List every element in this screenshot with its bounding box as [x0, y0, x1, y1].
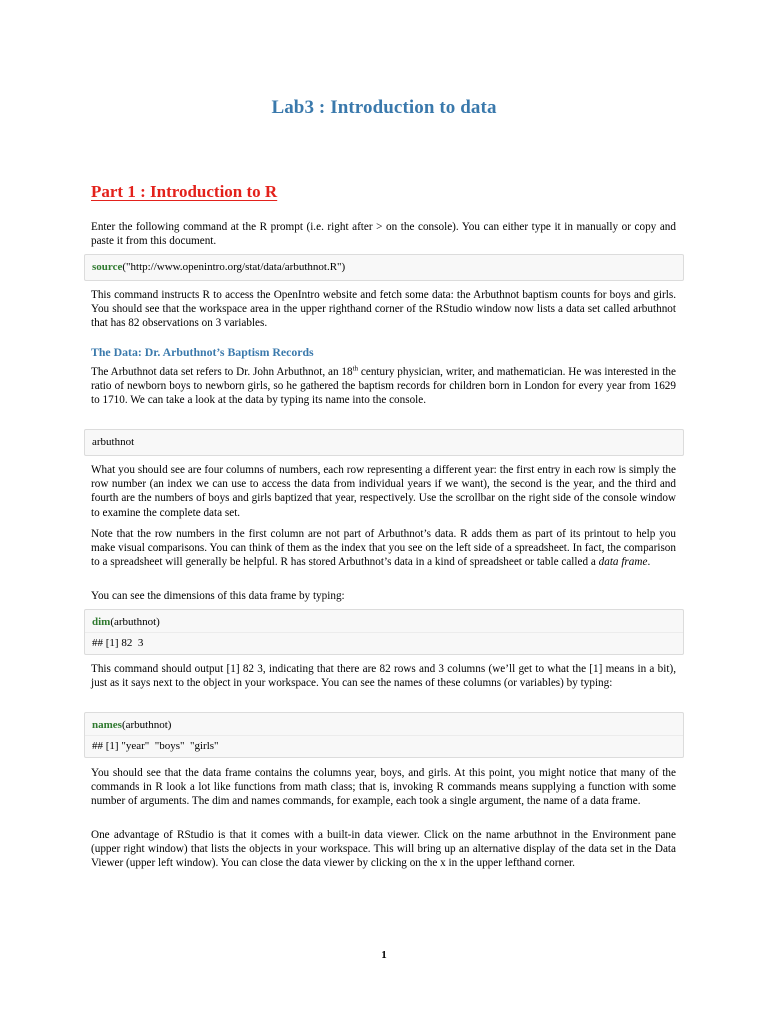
- code-keyword-dim: dim: [92, 616, 111, 628]
- paragraph-columns: What you should see are four columns of numbers, each row representing a different year: the first entry in each row is simply the row number (an index we can use to access the data from individual years if we want), the second is the year, and the third and fourth are the numbers of boys and girls baptized that year, respectively. Use the scrollbar on the right side of the console window to examine the complete data set.: [91, 464, 676, 519]
- paragraph-rownumbers: [91, 527, 676, 570]
- code-block-arbuthnot[interactable]: [84, 429, 684, 456]
- code-output-dim: ## [1] 82 3: [92, 637, 144, 649]
- code-line-arbuthnot: arbuthnot: [92, 436, 135, 448]
- code-output-names: ## [1] "year" "boys" "girls": [92, 740, 219, 752]
- paragraph-arbuthnot-part1: The Arbuthnot data set refers to Dr. John Arbuthnot, an 18: [91, 366, 353, 378]
- code-keyword-source: source: [92, 261, 123, 273]
- code-args-names: (arbuthnot): [121, 719, 172, 731]
- code-line-dim: [92, 616, 160, 628]
- code-block-source[interactable]: [84, 254, 684, 281]
- subheading-data: The Data: Dr. Arbuthnot’s Baptism Records: [91, 345, 314, 359]
- paragraph-output: This command should output [1] 82 3, indicating that there are 82 rows and 3 columns (we’ll get to what the [1] means in a bit), just as it says next to the object in your workspace. You can see the names of these columns (or variables) by typing:: [91, 663, 676, 690]
- code-block-dim[interactable]: [84, 609, 684, 655]
- paragraph-data-viewer: One advantage of RStudio is that it comes with a built-in data viewer. Click on the name arbuthnot in the Environment pane (upper right window) that lists the objects in your workspace. This will bring up an alternative display of the data set in the Data Viewer (upper left window). You can close the data viewer by clicking on the x in the upper lefthand corner.: [91, 829, 676, 870]
- paragraph-rownumbers-part2: .: [647, 556, 651, 569]
- page-number: 1: [381, 949, 387, 961]
- code-block-names[interactable]: [84, 712, 684, 758]
- code-line-names: [92, 719, 171, 731]
- code-line-source: [92, 261, 345, 273]
- paragraph-openintro: This command instructs R to access the OpenIntro website and fetch some data: the Arbuthnot baptism counts for boys and girls. You should see that the workspace area in the upper righthand corner of the RStudio window now lists a data set called arbuthnot that has 82 observations on 3 variables.: [91, 289, 676, 330]
- paragraph-arbuthnot: [91, 365, 676, 408]
- code-separator: [85, 632, 683, 633]
- intro-paragraph: Enter the following command at the R prompt (i.e. right after > on the console). You can either type it in manually or copy and paste it from this document.: [91, 221, 676, 248]
- paragraph-dimensions: You can see the dimensions of this data frame by typing:: [91, 590, 345, 602]
- code-separator: [85, 735, 683, 736]
- data-frame-term: data frame: [598, 556, 648, 569]
- paragraph-data-frame: You should see that the data frame contains the columns year, boys, and girls. At this point, you might notice that many of the commands in R look a lot like functions from math class; that is, invoking R commands means supplying a function with some number of arguments. The dim and names commands, for example, each took a single argument, the name of a data frame.: [91, 767, 676, 808]
- code-keyword-names: names: [92, 719, 122, 731]
- superscript-th: th: [352, 364, 359, 373]
- paragraph-arbuthnot-part2: century physician, writer, and mathematician. He was interested in the ratio of newborn boys to newborn girls, so he gathered the baptism records for children born in London for every year from 1629 to 1710. We can take a look at the data by typing its name into the console.: [91, 366, 676, 407]
- code-args-dim: (arbuthnot): [110, 616, 160, 628]
- code-args-source: ("http://www.openintro.org/stat/data/arbuthnot.R"): [122, 261, 346, 273]
- page-title: Lab3 : Introduction to data: [271, 97, 497, 118]
- paragraph-rownumbers-part1: Note that the row numbers in the first column are not part of Arbuthnot’s data. R adds them as part of its printout to help you make visual comparisons. You can think of them as the index that you see on the left side of a spreadsheet. In fact, the comparison to a spreadsheet will generally be helpful. R has stored Arbuthnot’s data in a kind of spreadsheet or table called a: [91, 528, 676, 569]
- section-heading-part1: Part 1 : Introduction to R: [91, 182, 278, 201]
